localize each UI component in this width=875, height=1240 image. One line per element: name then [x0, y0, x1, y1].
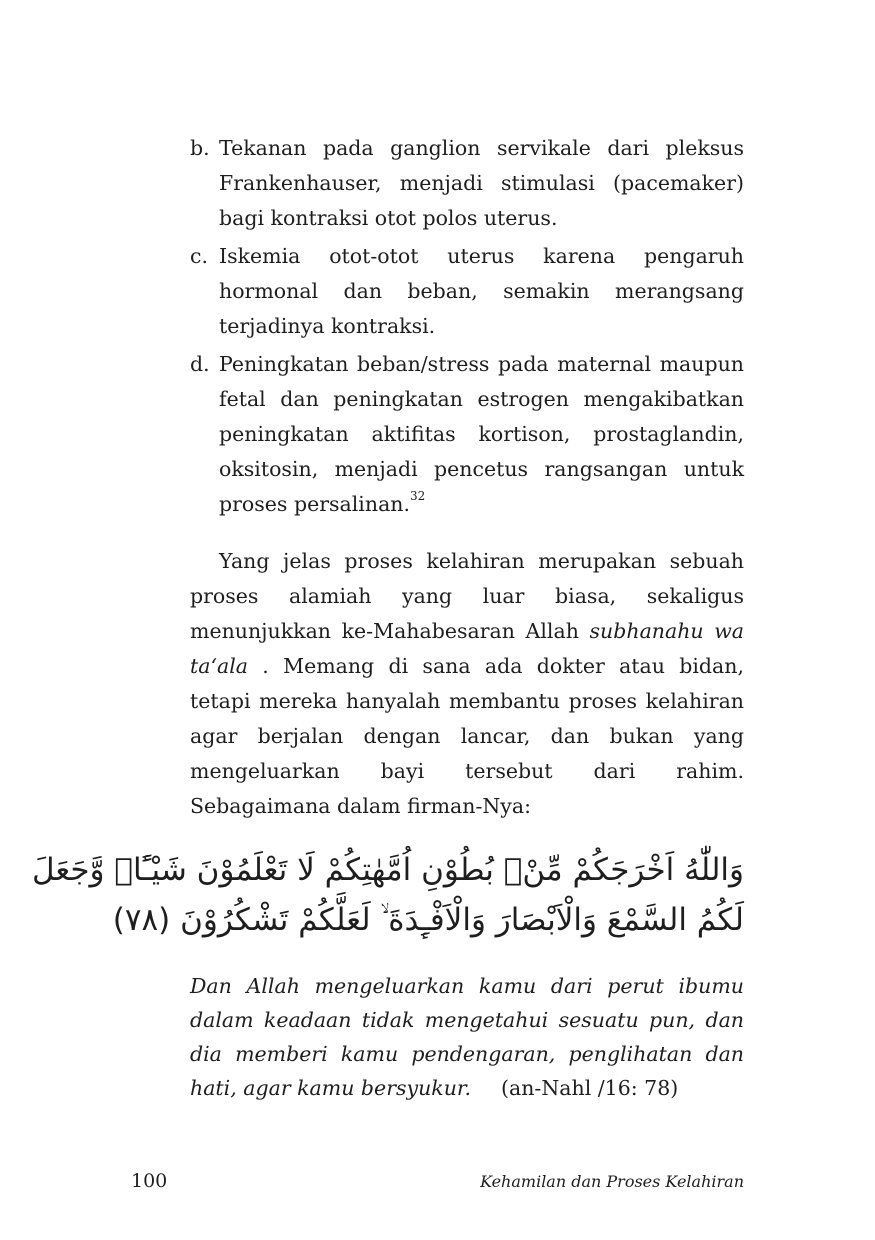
page-number: 100 — [131, 1170, 168, 1192]
page-content — [31, 131, 744, 1125]
paragraph-emphasis: subhanahu wa ta‘ala — [190, 619, 744, 678]
verse-translation — [190, 969, 744, 1105]
list-marker: c. — [190, 244, 208, 268]
list-item-text: Iskemia otot-otot uterus karena pengaruh hormonal dan beban, semakin merangsang terjadinya kontraksi. — [219, 244, 744, 338]
list-item-b — [190, 131, 744, 236]
arabic-verse — [31, 845, 744, 945]
list-item-d — [190, 347, 744, 522]
list-item-text: Tekanan pada ganglion servikale dari pleksus Frankenhauser, menjadi stimulasi (pacemaker) bagi kontraksi otot polos uterus. — [219, 136, 744, 230]
running-title: Kehamilan dan Proses Kelahiran — [480, 1172, 744, 1191]
list-item-c — [190, 239, 744, 344]
paragraph-text-after: . Memang di sana ada dokter atau bidan, tetapi mereka hanyalah membantu proses kelahiran agar berjalan dengan lancar, dan bukan yang mengeluarkan bayi tersebut dari rahim. Sebagaimana dalam firman-Nya: — [190, 654, 744, 818]
paragraph-text-before: Yang jelas proses kelahiran merupakan sebuah proses alamiah yang luar biasa, sekaligus menunjukkan ke-Mahabesaran Allah — [190, 549, 744, 643]
translation-text: Dan Allah mengeluarkan kamu dari perut ibumu dalam keadaan tidak mengetahui sesuatu pun, dan dia memberi kamu pendengaran, penglihatan dan hati, agar kamu bersyukur. — [190, 973, 744, 1100]
arabic-verse-line-1: وَاللّٰهُ اَخْرَجَكُمْ مِّنْۢ بُطُوْنِ اُمَّهٰتِكُمْ لَا تَعْلَمُوْنَ شَيْـًٔاۙ وَّجَعَلَ — [31, 851, 744, 888]
list-marker: b. — [190, 136, 210, 160]
verse-citation: (an-Nahl /16: 78) — [500, 1075, 679, 1100]
list-marker: d. — [190, 352, 210, 376]
body-paragraph — [190, 544, 744, 824]
footnote-reference[interactable]: 32 — [410, 489, 426, 503]
arabic-verse-line-2: لَكُمُ السَّمْعَ وَالْاَبْصَارَ وَالْاَفْـِٕدَةَ ۙ لَعَلَّكُمْ تَشْكُرُوْنَ (٧٨) — [112, 901, 744, 938]
list-item-text: Peningkatan beban/stress pada maternal maupun fetal dan peningkatan estrogen mengakibatkan peningkatan aktifitas kortison, prostaglandin, oksitosin, menjadi pencetus rangsangan untuk proses persalinan. — [219, 352, 744, 516]
